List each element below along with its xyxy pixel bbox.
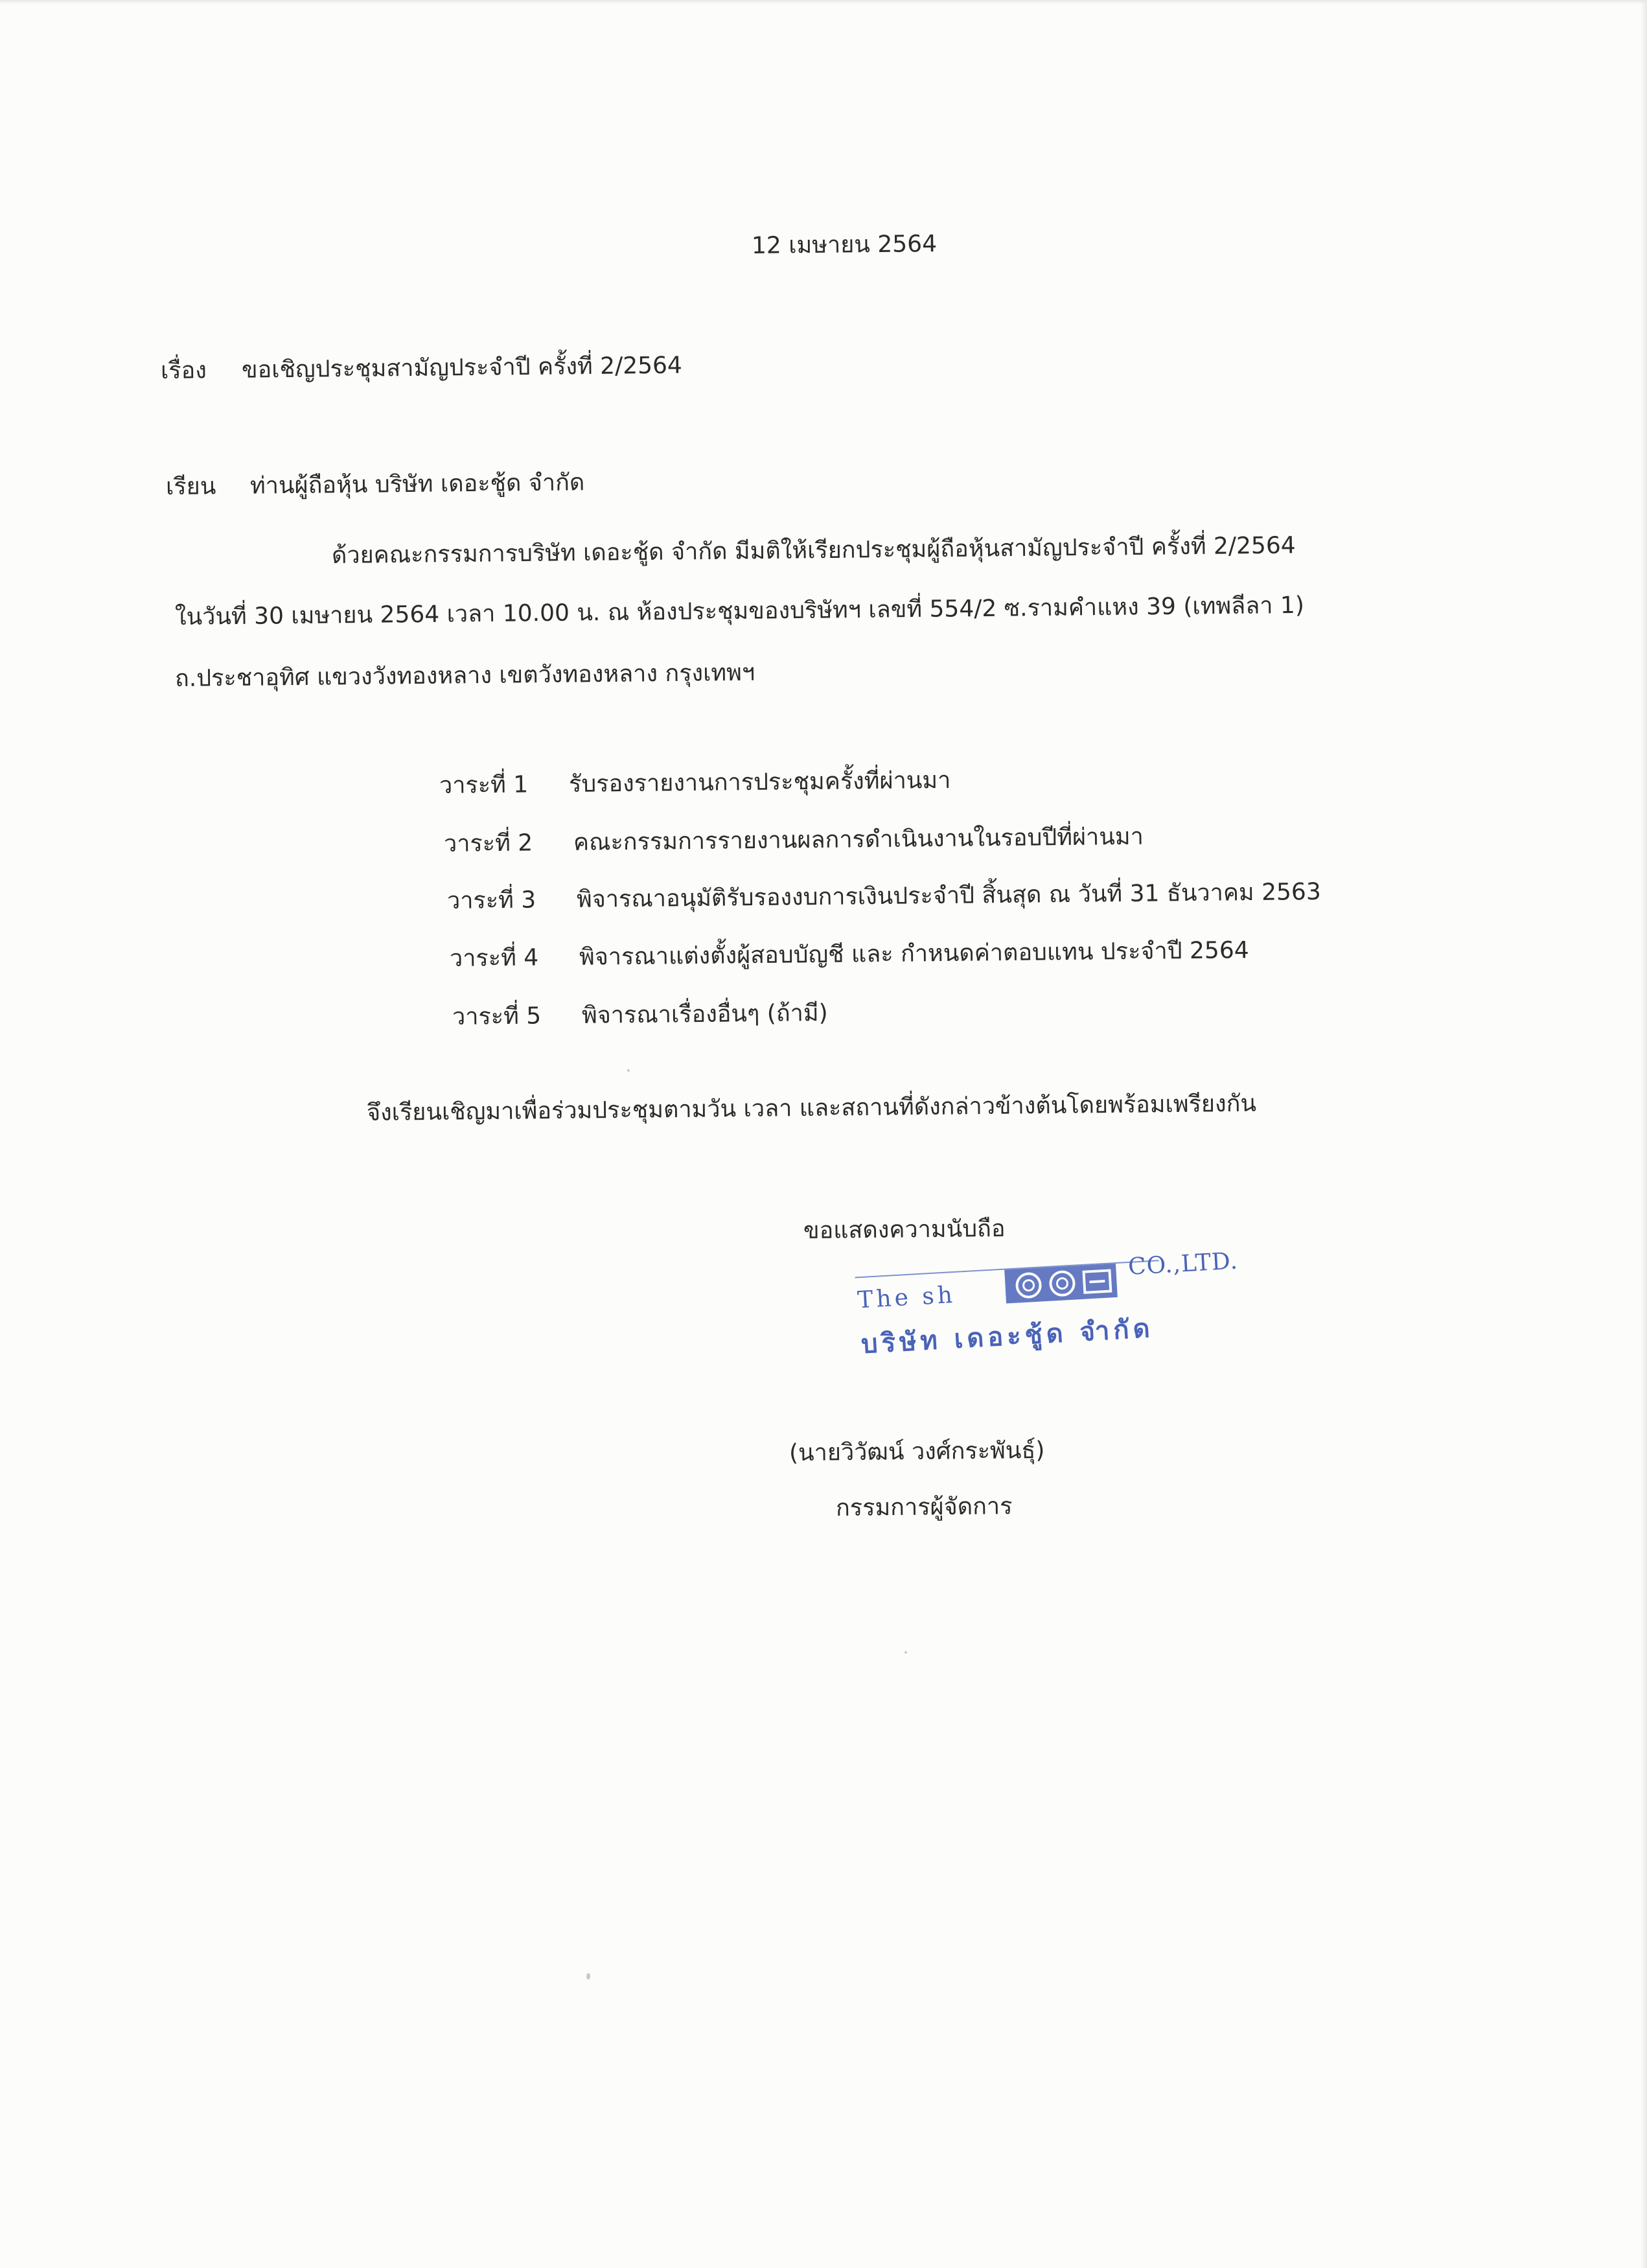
stamp-thai-text: บริษัท เดอะชู้ด จำกัด [860,1313,1155,1360]
body-line-3: ถ.ประชาอุทิศ แขวงวังทองหลาง เขตวังทองหลาง กรุงเทพฯ [174,659,755,692]
letter-date: 12 เมษายน 2564 [751,231,938,259]
signer-title: กรรมการผู้จัดการ [835,1493,1013,1522]
agenda-number: วาระที่ 5 [452,1002,542,1030]
agenda-number: วาระที่ 3 [446,886,536,914]
agenda-item [446,878,1321,914]
agenda-item [452,999,828,1030]
body-line-2: ในวันที่ 30 เมษายน 2564 เวลา 10.00 น. ณ ห้องประชุมของบริษัทฯ เลขที่ 554/2 ซ.รามคำแหง 39 (เทพลีลา 1) [174,592,1305,631]
agenda-item [443,823,1144,857]
scan-edge-top [0,0,1647,4]
agenda-text: พิจารณาเรื่องอื่นๆ (ถ้ามี) [581,999,828,1029]
agenda-item [450,939,1249,971]
stamp-english-suffix: CO.,LTD. [1127,1247,1239,1280]
agenda-number: วาระที่ 2 [443,829,533,857]
agenda-number: วาระที่ 1 [439,771,529,799]
scan-speck [627,1069,630,1072]
scan-speck [904,1651,907,1654]
closing-paragraph: จึงเรียนเชิญมาเพื่อร่วมประชุมตามวัน เวลา และสถานที่ดังกล่าวข้างต้นโดยพร้อมเพรียงกัน [366,1090,1257,1126]
recipient-value: ท่านผู้ถือหุ้น บริษัท เดอะชู้ด จำกัด [249,469,585,500]
stamp-logo-icon [1002,1258,1120,1308]
agenda-text: พิจารณาอนุมัติรับรองงบการเงินประจำปี สิ้นสุด ณ วันที่ 31 ธันวาคม 2563 [576,878,1321,913]
subject-line [161,354,682,383]
agenda-text: คณะกรรมการรายงานผลการดำเนินงานในรอบปีที่ผ่านมา [573,823,1144,856]
subject-label: เรื่อง [160,357,207,384]
signer-name: (นายวิวัฒน์ วงศ์กระพันธุ์) [789,1437,1045,1466]
subject-value: ขอเชิญประชุมสามัญประจำปี ครั้งที่ 2/2564 [241,352,683,384]
recipient-label: เรียน [165,473,216,500]
agenda-item [439,769,951,798]
agenda-text: พิจารณาแต่งตั้งผู้สอบบัญชี และ กำหนดค่าตอบแทน ประจำปี 2564 [579,937,1249,971]
stamp-english-text [857,1247,1239,1314]
agenda-text: รับรองรายงานการประชุมครั้งที่ผ่านมา [568,767,951,798]
scan-edge-right [1641,0,1647,2268]
body-line-1: ด้วยคณะกรรมการบริษัท เดอะชู้ด จำกัด มีมติให้เรียกประชุมผู้ถือหุ้นสามัญประจำปี ครั้งที่ 2/2564 [331,532,1296,569]
complimentary-close: ขอแสดงความนับถือ [803,1215,1006,1244]
recipient-line [166,471,585,499]
company-stamp [849,1237,1269,1363]
stamp-english-prefix: The sh [857,1281,956,1314]
scan-speck [586,1973,590,1980]
agenda-number: วาระที่ 4 [449,944,539,972]
